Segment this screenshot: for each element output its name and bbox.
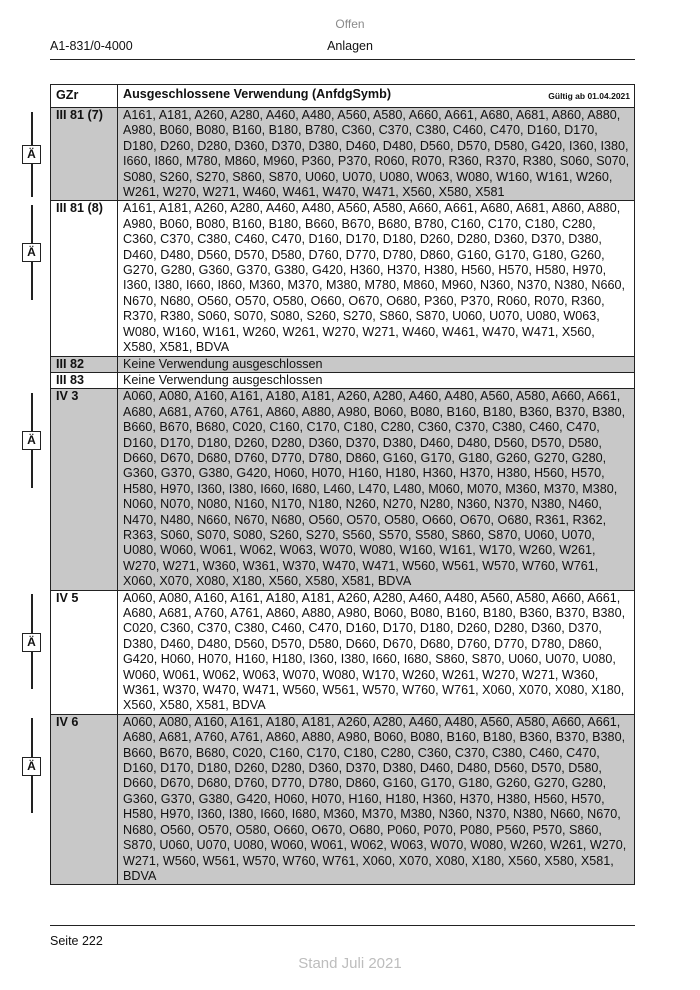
table-row xyxy=(51,201,635,356)
table-row xyxy=(51,372,635,388)
gzr-cell: III 83 xyxy=(51,372,118,388)
document-id: A1-831/0-4000 xyxy=(50,39,133,53)
gzr-cell: IV 6 xyxy=(51,714,118,884)
table-row xyxy=(51,108,635,201)
table-row xyxy=(51,714,635,884)
usage-cell: A161, A181, A260, A280, A460, A480, A560, A580, A660, A661, A680, A681, A860, A880, A980, B060, B080, B160, B180, B660, B670, B680, B780, C160, C170, C180, C280, C360, C370, C380, C460, C470, D160, D170, D180, D260, D280, D360, D370, D380, D460, D480, D560, D570, D580, D760, D770, D780, D860, G160, G170, G180, G260, G270, G280, G360, G370, G380, G420, H360, H370, H380, H560, H570, H580, H970, I360, I380, I660, I860, M360, M370, M380, M780, M860, M960, N360, N370, N380, N660, N670, N680, O560, O570, O580, O660, O670, O680, P360, P370, R060, R070, R360, R370, R380, S060, S070, S080, S260, S270, S860, S870, U060, U070, U080, W063, W080, W160, W161, W260, W261, W270, W271, W460, W461, W470, W471, X560, X580, X581, BDVA xyxy=(118,201,635,356)
usage-header xyxy=(118,85,635,108)
gzr-cell: III 82 xyxy=(51,356,118,372)
usage-cell: A060, A080, A160, A161, A180, A181, A260, A280, A460, A480, A560, A580, A660, A661, A680, A681, A760, A761, A860, A880, A980, B060, B080, B160, B180, B360, B370, B380, B660, B670, B680, C020, C160, C170, C180, C280, C360, C370, C380, C460, C470, D160, D170, D180, D260, D280, D360, D370, D380, D460, D480, D560, D570, D580, D660, D670, D680, D760, D770, D780, D860, G160, G170, G180, G260, G270, G280, G360, G370, G380, G420, H060, H070, H160, H180, H360, H370, H380, H560, H570, H580, H970, I360, I380, I660, I680, M360, M370, M380, N360, N370, N380, N660, N670, N680, O560, O570, O580, O660, O670, O680, P060, P070, P080, P560, P570, S860, S870, U060, U070, U080, W060, W061, W062, W063, W070, W080, W260, W261, W270, W271, W560, W561, W570, W760, W761, X060, X070, X080, X180, X560, X580, X581, BDVA xyxy=(118,714,635,884)
section-title: Anlagen xyxy=(327,39,373,53)
change-marker xyxy=(22,393,42,488)
usage-cell: A060, A080, A160, A161, A180, A181, A260, A280, A460, A480, A560, A580, A660, A661, A680, A681, A760, A761, A860, A880, A980, B060, B080, B160, B180, B360, B370, B380, B660, B670, B680, C020, C160, C170, C180, C280, C360, C370, C380, C460, C470, D160, D170, D180, D260, D280, D360, D370, D380, D460, D480, D560, D570, D580, D660, D670, D680, D760, D770, D780, D860, G160, G170, G180, G260, G270, G280, G360, G370, G380, G420, H060, H070, H160, H180, H360, H370, H380, H560, H570, H580, H970, I360, I380, I660, I680, L460, L470, L480, M060, M070, M360, M370, M380, N060, N070, N080, N160, N170, N180, N260, N270, N280, N360, N370, N380, N460, N470, N480, N660, N670, N680, O560, O570, O580, O660, O670, O680, R361, R362, R363, S060, S070, S080, S260, S270, S560, S570, S580, S860, S870, U060, U070, U080, W060, W061, W062, W063, W070, W080, W160, W161, W170, W260, W261, W270, W271, W360, W361, W370, W470, W471, W560, W561, W570, W760, W761, X060, X070, X080, X180, X560, X580, X581, BDVA xyxy=(118,389,635,590)
change-marker xyxy=(22,594,42,689)
usage-cell: A060, A080, A160, A161, A180, A181, A260, A280, A460, A480, A560, A580, A660, A661, A680, A681, A760, A761, A860, A880, A980, B060, B080, B160, B180, B360, B370, B380, C020, C360, C370, C380, C460, C470, D160, D170, D180, D260, D280, D360, D370, D380, D460, D480, D560, D570, D580, D660, D670, D680, D760, D770, D780, D860, G420, H060, H070, H160, H180, I360, I380, I660, I680, S860, S870, U060, U070, U080, W060, W061, W062, W063, W070, W080, W170, W260, W261, W270, W271, W360, W361, W370, W470, W471, W560, W561, W570, W760, W761, X060, X070, X080, X180, X560, X580, X581, BDVA xyxy=(118,590,635,714)
change-marker-label: Ä xyxy=(22,431,41,450)
change-marker xyxy=(22,112,42,197)
change-marker-label: Ä xyxy=(22,757,41,776)
table-row xyxy=(51,356,635,372)
page-number: Seite 222 xyxy=(50,934,103,948)
usage-cell: Keine Verwendung ausgeschlossen xyxy=(118,356,635,372)
change-marker xyxy=(22,205,42,300)
table-row xyxy=(51,590,635,714)
header-divider xyxy=(50,59,635,60)
change-marker-label: Ä xyxy=(22,145,41,164)
change-marker xyxy=(22,718,42,813)
usage-header-label: Ausgeschlossene Verwendung (AnfdgSymb) xyxy=(123,87,392,102)
usage-cell: A161, A181, A260, A280, A460, A480, A560, A580, A660, A661, A680, A681, A860, A880, A980, B060, B080, B160, B180, B780, C360, C370, C380, C460, C470, D160, D170, D180, D260, D280, D360, D370, D380, D460, D480, D560, D570, D580, G420, I360, I380, I660, I860, M780, M860, M960, P360, P370, R060, R070, R360, R370, R380, S060, S070, S080, S260, S270, S860, S870, U060, U070, U080, W063, W080, W160, W161, W260, W261, W270, W271, W460, W461, W470, W471, X560, X580, X581 xyxy=(118,108,635,201)
gzr-cell: IV 5 xyxy=(51,590,118,714)
usage-cell: Keine Verwendung ausgeschlossen xyxy=(118,372,635,388)
gzr-cell: III 81 (7) xyxy=(51,108,118,201)
gzr-cell: IV 3 xyxy=(51,389,118,590)
change-marker-label: Ä xyxy=(22,243,41,262)
edition-status: Stand Juli 2021 xyxy=(298,955,402,972)
exclusion-table xyxy=(50,84,635,885)
table-header-row xyxy=(51,85,635,108)
table-row xyxy=(51,389,635,590)
gzr-cell: III 81 (8) xyxy=(51,201,118,356)
classification-label: Offen xyxy=(335,17,365,31)
change-marker-label: Ä xyxy=(22,633,41,652)
gzr-header: GZr xyxy=(51,85,118,108)
footer-divider xyxy=(50,925,635,926)
validity-date: Gültig ab 01.04.2021 xyxy=(548,91,630,102)
